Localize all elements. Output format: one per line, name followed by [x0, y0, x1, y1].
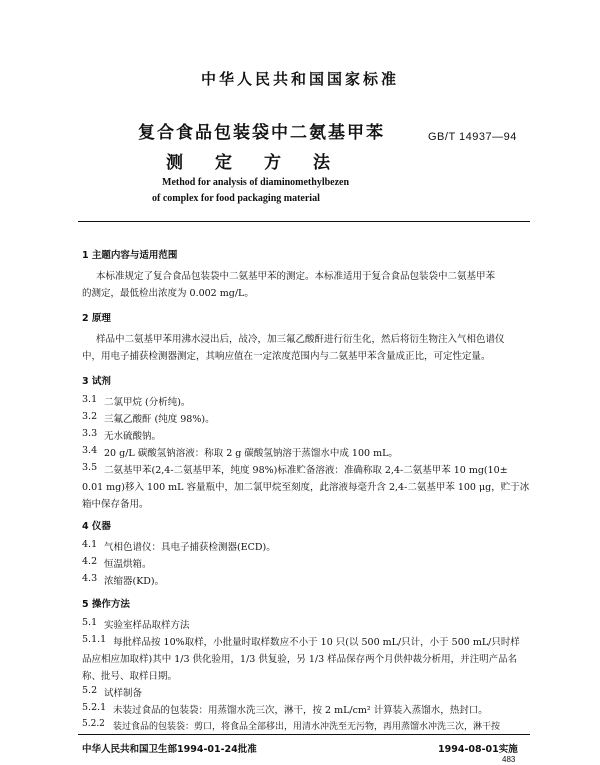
- reagent-sodium-sulfate: 无水硫酸钠。: [104, 431, 162, 442]
- reagent-standard-line3: 箱中保存备用。: [82, 499, 149, 510]
- sample-prep-unused-bag: 未装过食品的包装袋：用蒸馏水洗三次，淋干，按 2 mL/cm² 计算装入蒸馏水，热封口。: [113, 705, 488, 716]
- item-number: 3.1: [82, 394, 98, 405]
- item-number: 5.1.1: [82, 634, 107, 645]
- section-2-paragraph-line1: 样品中二氨基甲苯用沸水浸出后，敁冷，加三氟乙酸酐进行衍生化，然后将衍生物注入气相色谱仪: [96, 334, 505, 345]
- reagent-standard-line2: 0.01 mg)移入 100 mL 容量瓶中，加二氯甲烷至刻度，此溶液每毫升含 2,4-二氨基甲苯 100 μg，贮于冰: [82, 482, 530, 493]
- reagent-standard-line1: 二氨基甲苯(2,4-二氨基甲苯，纯度 98%)标准贮备溶液：准确称取 2,4-二氨基甲苯 10 mg(10±: [104, 465, 508, 476]
- standard-number: GB/T 14937—94: [428, 131, 517, 143]
- reagent-bicarbonate: 20 g/L 碳酸氢钠溶液：称取 2 g 碳酸氢钠溶于蒸馏水中成 100 mL。: [104, 448, 398, 459]
- item-number: 4.2: [82, 556, 98, 567]
- english-title-line2: of complex for food packaging material: [152, 193, 320, 204]
- item-number: 4.3: [82, 573, 98, 584]
- instrument-gc: 气相色谱仪：具电子捕获检测器(ECD)。: [104, 542, 276, 553]
- item-number: 5.2.2: [82, 719, 105, 729]
- section-3-heading: 3 试剂: [82, 376, 111, 387]
- national-standard-label: 中华人民共和国国家标准: [200, 70, 399, 88]
- sampling-line1: 每批样品按 10%取样，小批量时取样数应不小于 10 只(以 500 mL/只计，小于 500 mL/只时样: [113, 637, 520, 648]
- section-1-paragraph-line1: 本标准规定了复合食品包装袋中二氨基甲苯的测定。本标准适用于复合食品包装袋中二氨基甲苯: [96, 271, 496, 282]
- section-1-heading: 1 主题内容与适用范围: [82, 250, 178, 261]
- page-number: 483: [502, 755, 516, 764]
- document-title-line1: 复合食品包装袋中二氨基甲苯: [138, 123, 385, 143]
- item-number: 3.2: [82, 411, 98, 422]
- item-number: 3.3: [82, 428, 98, 439]
- implementation-date: 1994-08-01实施: [438, 744, 518, 755]
- section-4-heading: 4 仪器: [82, 521, 111, 532]
- item-number: 3.5: [82, 462, 98, 473]
- sampling-line2: 品应相应加取样)其中 1/3 供化验用，1/3 供复验，另 1/3 样品保存两个月供仲裁分析用，并注明产品名: [82, 654, 518, 665]
- section-2-heading: 2 原理: [82, 313, 111, 324]
- item-number: 3.4: [82, 445, 98, 456]
- item-number: 5.1: [82, 617, 98, 628]
- section-2-paragraph-line2: 中，用电子捕获检测器测定，其响应值在一定浓度范围内与二氨基甲苯含量成正比，可定性定量。: [82, 351, 491, 362]
- reagent-tfaa: 三氟乙酸酐 (纯度 98%)。: [104, 414, 215, 425]
- item-number: 5.2.1: [82, 702, 107, 713]
- section-5-heading: 5 操作方法: [82, 599, 130, 610]
- sampling-line3: 称、批号、取样日期。: [82, 671, 178, 682]
- sample-prep-heading: 试样制备: [104, 688, 143, 699]
- reagent-dichloromethane: 二氯甲烷 (分析纯)。: [104, 397, 191, 408]
- header-divider: [78, 221, 530, 222]
- sampling-method-heading: 实验室样品取样方法: [104, 620, 190, 631]
- item-number: 4.1: [82, 539, 98, 550]
- document-title-line2: 测定方法: [166, 153, 362, 173]
- approval-date: 中华人民共和国卫生部1994-01-24批准: [82, 744, 257, 755]
- instrument-oven: 恒温烘箱。: [104, 559, 152, 570]
- instrument-concentrator: 浓缩器(KD)。: [104, 576, 165, 587]
- footer-divider: [78, 734, 530, 735]
- section-1-paragraph-line2: 的测定，最低检出浓度为 0.002 mg/L。: [82, 288, 254, 299]
- english-title-line1: Method for analysis of diaminomethylbezen: [162, 177, 350, 188]
- item-number: 5.2: [82, 685, 98, 696]
- sample-prep-used-bag: 装过食品的包装袋：剪口，将食品全部移出，用清水冲洗至无污物，再用蒸馏水冲洗三次，淋干按: [113, 722, 501, 732]
